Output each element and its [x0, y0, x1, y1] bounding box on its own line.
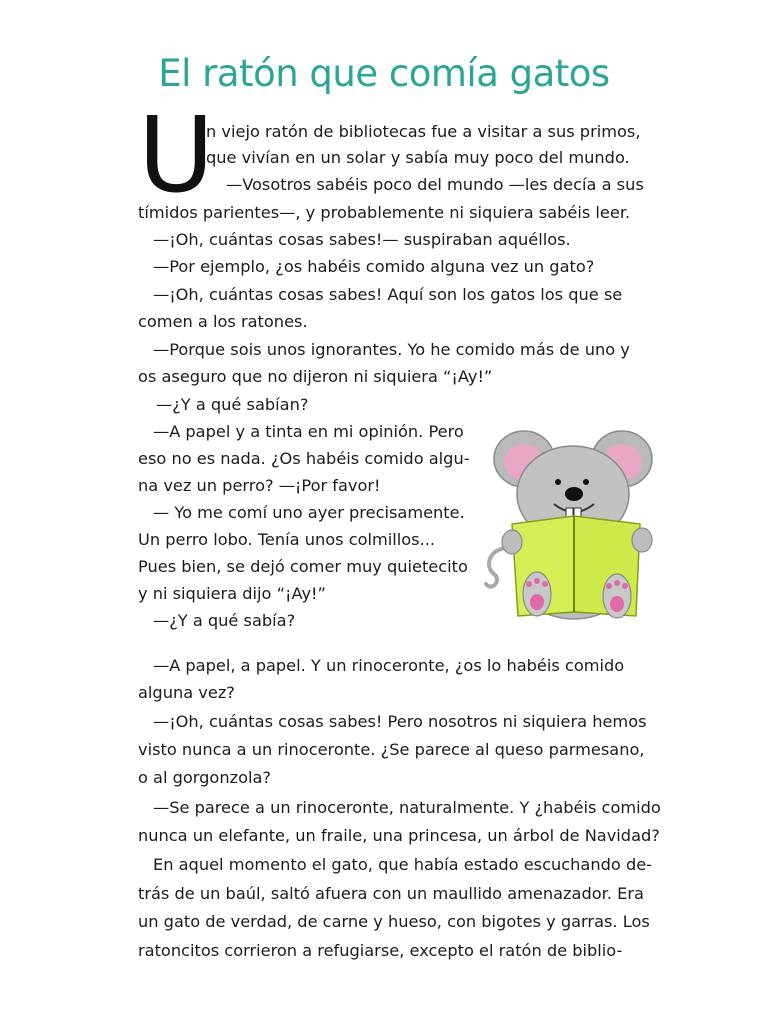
- text-line: —¡Oh, cuántas cosas sabes!— suspiraban aquéllos.: [153, 230, 571, 249]
- text-line: —¿Y a qué sabía?: [153, 611, 296, 630]
- text-line: —Porque sois unos ignorantes. Yo he comido más de uno y: [153, 340, 630, 359]
- text-line: visto nunca a un rinoceronte. ¿Se parece al queso parmesano,: [138, 740, 645, 759]
- text-line: trás de un baúl, saltó afuera con un maullido amenazador. Era: [138, 884, 644, 903]
- text-line: alguna vez?: [138, 683, 235, 702]
- text-line: comen a los ratones.: [138, 312, 308, 331]
- text-line: —Por ejemplo, ¿os habéis comido alguna vez un gato?: [153, 257, 595, 276]
- text-line: —¿Y a qué sabían?: [156, 395, 309, 414]
- text-line: y ni siquiera dijo “¡Ay!”: [138, 584, 326, 603]
- text-line: Un perro lobo. Tenía unos colmillos...: [138, 530, 436, 549]
- text-line: tímidos parientes—, y probablemente ni siquiera sabéis leer.: [138, 203, 631, 222]
- mouse-reading-book-icon: [482, 424, 662, 624]
- text-line: —¡Oh, cuántas cosas sabes! Pero nosotros ni siquiera hemos: [153, 712, 647, 731]
- text-line: o al gorgonzola?: [138, 768, 272, 787]
- text-line: na vez un perro? —¡Por favor!: [138, 476, 381, 495]
- text-line: que vivían en un solar y sabía muy poco del mundo.: [206, 148, 630, 167]
- text-line: os aseguro que no dijeron ni siquiera “¡Ay!”: [138, 367, 493, 386]
- drop-cap: U: [138, 94, 215, 216]
- text-line: —¡Oh, cuántas cosas sabes! Aquí son los gatos los que se: [153, 285, 623, 304]
- text-line: —A papel y a tinta en mi opinión. Pero: [153, 422, 464, 441]
- text-line: — Yo me comí uno ayer precisamente.: [153, 503, 465, 522]
- text-line: Pues bien, se dejó comer muy quietecito: [138, 557, 468, 576]
- text-line: un gato de verdad, de carne y hueso, con bigotes y garras. Los: [138, 912, 650, 931]
- text-line: En aquel momento el gato, que había estado escuchando de-: [153, 855, 653, 874]
- text-line: eso no es nada. ¿Os habéis comido algu-: [138, 449, 470, 468]
- text-line: —Se parece a un rinoceronte, naturalmente. Y ¿habéis comido: [153, 798, 661, 817]
- text-line: —Vosotros sabéis poco del mundo —les decía a sus: [226, 175, 644, 194]
- text-line: nunca un elefante, un fraile, una princesa, un árbol de Navidad?: [138, 826, 660, 845]
- page-title: El ratón que comía gatos: [158, 52, 610, 95]
- text-line: n viejo ratón de bibliotecas fue a visitar a sus primos,: [206, 122, 641, 141]
- text-line: ratoncitos corrieron a refugiarse, excepto el ratón de biblio-: [138, 941, 623, 960]
- text-line: —A papel, a papel. Y un rinoceronte, ¿os lo habéis comido: [153, 656, 625, 675]
